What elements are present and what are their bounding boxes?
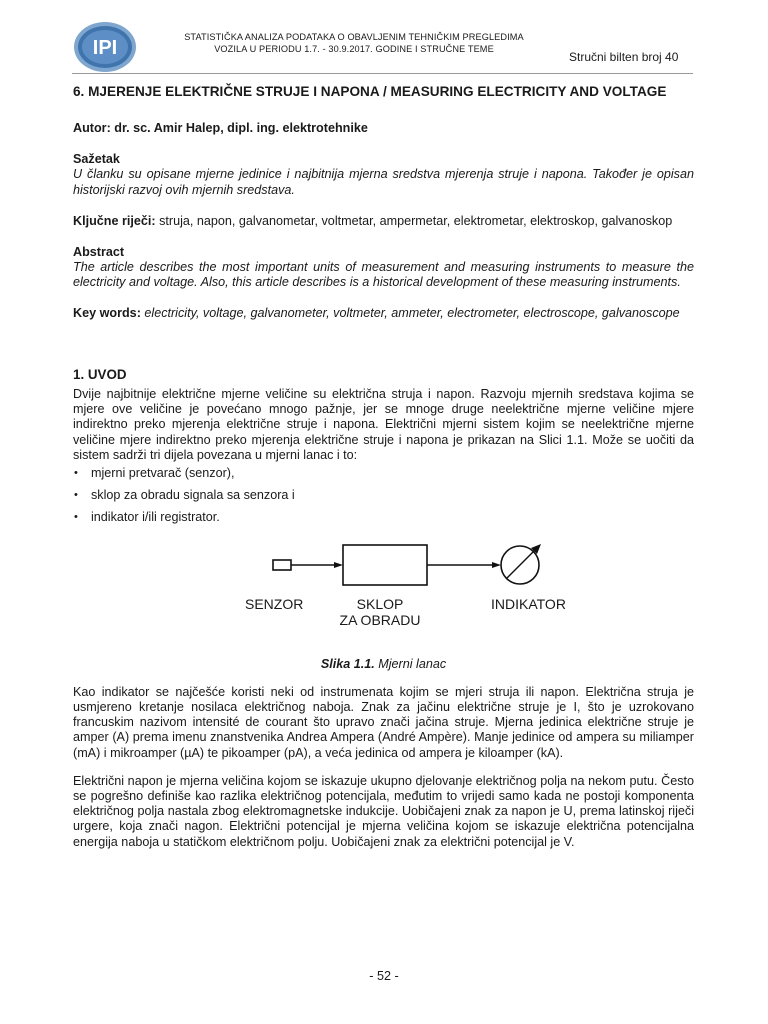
article-body	[73, 84, 694, 850]
label-sklop	[337, 596, 423, 628]
arrowhead-1	[334, 562, 343, 568]
key-words-text: electricity, voltage, galvanometer, voltmeter, ammeter, electrometer, electroscope, galvanoscope	[140, 305, 680, 320]
label-sklop-line-1: SKLOP	[356, 595, 404, 612]
header-line-2: VOZILA U PERIODU 1.7. - 30.9.2017. GODINE I STRUČNE TEME	[214, 44, 494, 54]
paragraph-voltage: Električni napon je mjerna veličina kojom se iskazuje ukupno djelovanje električnog polja na nekom putu. Često se pogrešno definiše kao razlika električnog potencijala, međutim to vrijedi samo kada ne postoji komponenta električnog polja nastala zbog elektromagnetske indukcije. Uobičajeni znak za napon je U, prema latinskoj riječi urgere, koja znači nagon. Električni potencijal je mjerna veličina kojom se iskazuje električna potencijalna energija naboja u statičkom električnom polju. Uobičajeni znak za električni potencijal je V.	[73, 773, 694, 849]
kljucne-rijeci	[73, 214, 694, 229]
list-item: • sklop za obradu signala sa senzora i	[73, 488, 694, 503]
sazetak-text: U članku su opisane mjerne jedinice i najbitnija mjerna sredstva mjerenja struje i napona. Također je opisan historijski razvoj ovih mjernih sredstava.	[73, 167, 694, 197]
processor-block	[343, 545, 427, 585]
abstract-heading: Abstract	[73, 245, 125, 260]
intro-paragraph: Dvije najbitnije električne mjerne veličine su električna struja i napon. Razvoju mjernih sredstava kojima se mjere ove veličine je povećano mnogo pažnje, jer se mnoge druge neelektrične mjerne veličine mjere indirektno preko mjerenja električne struje i napona. Električni mjerni sistem kojim se neelektrične mjerne veličine mjere indirektno preko mjerenja električne struje i napona je prikazan na Slici 1.1. Može se uočiti da sistem sadrži tri dijela povezana u mjerni lanac i to:	[73, 387, 694, 462]
section-heading-uvod: 1. UVOD	[73, 366, 127, 382]
header-line-1: STATISTIČKA ANALIZA PODATAKA O OBAVLJENIM TEHNIČKIM PREGLEDIMA	[184, 32, 524, 42]
ipi-logo	[72, 20, 138, 74]
figure-caption	[73, 657, 694, 672]
logo-text: IPI	[92, 37, 118, 59]
article-author: Autor: dr. sc. Amir Halep, dipl. ing. elektrotehnike	[73, 121, 368, 135]
sensor-block	[273, 560, 291, 570]
caption-number: Slika 1.1.	[320, 656, 375, 671]
abstract-text: The article describes the most important units of measurement and measuring instruments to measure the electricity and voltage. Also, this article describes is a historical development of these measuring instruments.	[73, 260, 694, 290]
arrowhead-2	[492, 562, 501, 568]
key-words	[73, 306, 694, 321]
sazetak-heading: Sažetak	[73, 152, 120, 167]
article-title: 6. MJERENJE ELEKTRIČNE STRUJE I NAPONA / MEASURING ELECTRICITY AND VOLTAGE	[73, 84, 667, 99]
indicator-needle	[506, 548, 537, 579]
measuring-chain-diagram	[243, 533, 583, 593]
label-senzor: SENZOR	[245, 595, 304, 612]
chain-parts-list	[73, 466, 694, 526]
list-item: • mjerni pretvarač (senzor),	[73, 466, 694, 481]
page-number: - 52 -	[369, 969, 399, 983]
kljucne-label: Ključne riječi:	[73, 213, 156, 228]
label-sklop-line-2: ZA OBRADU	[339, 611, 421, 628]
list-item: • indikator i/ili registrator.	[73, 510, 694, 525]
caption-text: Mjerni lanac	[374, 656, 447, 671]
kljucne-text: struja, napon, galvanometar, voltmetar, ampermetar, elektrometar, elektroskop, galvanoskop	[155, 213, 673, 228]
key-words-label: Key words:	[73, 305, 141, 320]
running-header	[150, 31, 558, 55]
header-divider	[72, 73, 693, 74]
figure-measuring-chain	[73, 533, 694, 657]
bulletin-number: Stručni bilten broj 40	[569, 50, 679, 64]
label-indikator: INDIKATOR	[491, 595, 566, 612]
paragraph-current: Kao indikator se najčešće koristi neki od instrumenata kojim se mjeri struja ili napon. Električna struja je usmjereno kretanje nosilaca električnog naboja. Znak za jačinu električne struje je I, što je uzrokovano francuskim nazivom intensité de courant što upravo znači jačina struje. Mjerna jedinica električne struje je amper (A) prema imenu znanstvenika Andrea Ampera (André Ampère). Manje jedinice od ampera su miliamper (mA) i mikroamper (µA) te pikoamper (pA), a veća jedinica od ampera je kiloamper (kA).	[73, 684, 694, 760]
